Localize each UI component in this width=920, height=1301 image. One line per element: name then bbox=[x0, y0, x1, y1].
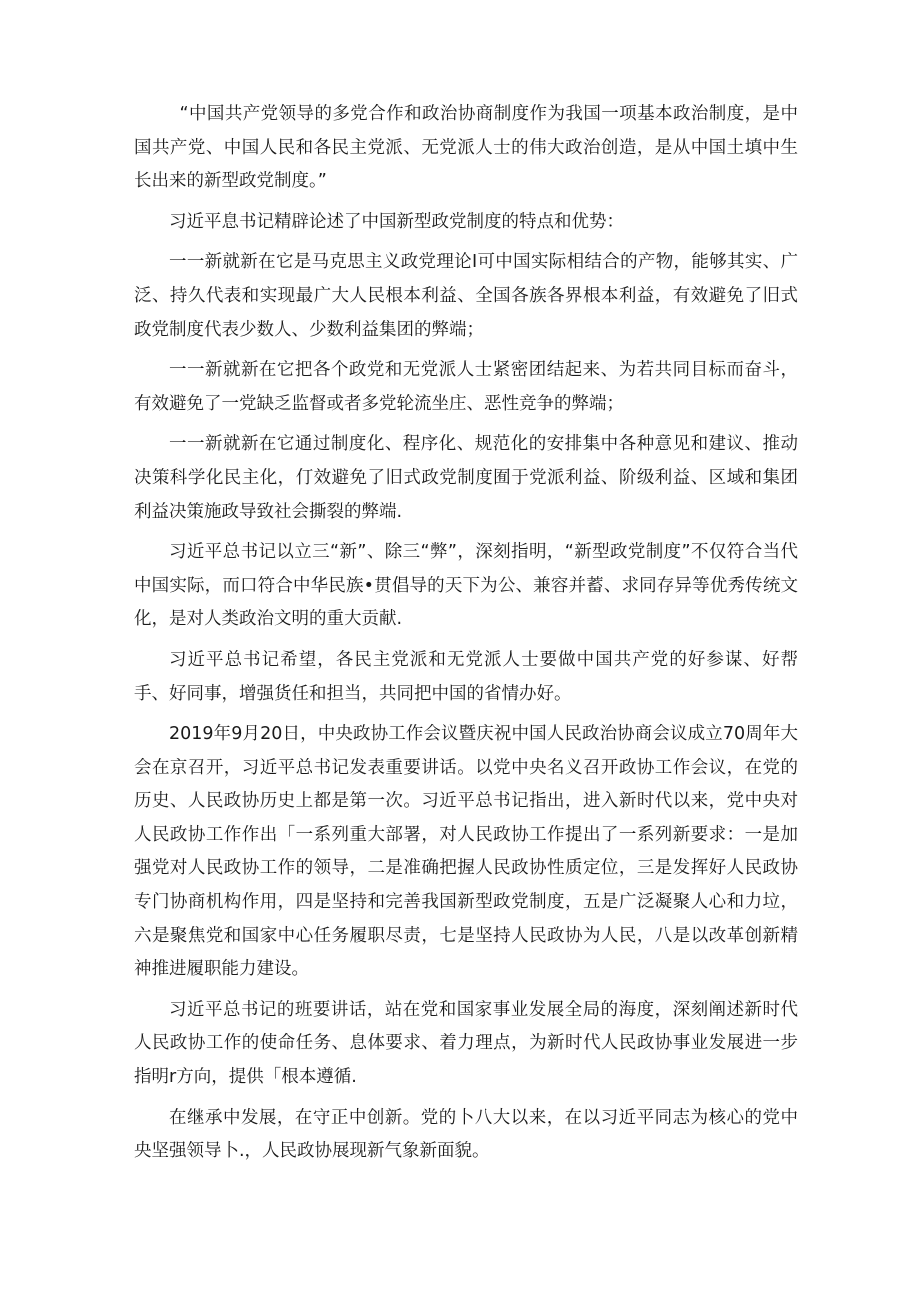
paragraph-speech: 习近平总书记的班要讲话，站在党和国家事业发展全局的海度，深刻阐述新时代人民政协工作的使命任务、息体要求、着力理点，为新时代人民政协事业发展进一步指明r方向，提供「根本遵循. bbox=[134, 999, 798, 1088]
paragraph-point-2: 一一新就新在它把各个政党和无党派人士紧密团结起来、为若共同目标而奋斗，有效避免了一党缺乏监督或者多党轮流坐庄、恶性竞争的弊端； bbox=[134, 360, 798, 414]
paragraph-innovation: 在继承中发展，在守正中创新。党的卜八大以来，在以习近平同志为核心的党中央坚强领导卜.，人民政协展现新气象新面貌。 bbox=[134, 1107, 798, 1162]
paragraph-hope: 习近平总书记希望，各民主党派和无党派人士要做中国共产党的好参谋、好帮手、好同事，增强货任和担当，共同把中国的省情办好。 bbox=[134, 649, 798, 704]
paragraph-conference: 2019年9月20日，中央政协工作会议暨庆祝中国人民政治协商会议成立70周年大会在京召开，习近平总书记发表重要讲话。以党中央名义召开政协工作会议，在党的历史、人民政协历史上都是第一次。习近平总书记指出，进入新时代以来，党中央对人民政协工作作出「一系列重大部署，对人民政协工作提出了一系列新要求：一是加强党对人民政协工作的领导，二是准确把握人民政协性质定位，三是发挥好人民政协专门协商机构作用，四是坚持和完善我国新型政党制度，五是广泛凝聚人心和力垃，六是聚焦党和国家中心任务履职尽责，七是坚持人民政协为人民，八是以改革创新精神推进履职能力建设。 bbox=[134, 724, 798, 980]
paragraph-intro: 习近平息书记精辟论述了中国新型政党制度的特点和优势： bbox=[169, 211, 624, 232]
paragraph-point-1: 一一新就新在它是马克思主义政党理论I可中国实际相结合的产物，能够其实、广泛、持久代表和实现最广大人民根本利益、全国各族各界根本利益，有效避免了旧式政党制度代表少数人、少数利益集团的弊端； bbox=[134, 252, 798, 340]
paragraph-quote: “中国共产党领导的多党合作和政治协商制度作为我国一项基本政治制度，是中国共产党、中国人民和各民主党派、无党派人士的伟大政治创造，是从中国土填中生长出来的新型政党制度。” bbox=[134, 104, 798, 192]
paragraph-summary: 习近平总书记以立三“新”、除三“弊”，深刻指明，“新型政党制度”不仅符合当代中国实际，而口符合中华民族•贯倡导的天下为公、兼容并蓄、求同存异等优秀传统文化，是对人类政治文明的重大贡献. bbox=[134, 542, 798, 630]
paragraph-point-3: 一一新就新在它通过制度化、程序化、规范化的安排集中各种意见和建议、推动决策科学化民主化，仃效避免了旧式政党制度囿于党派利益、阶级利益、区域和集团利益决策施政导致社会撕裂的弊端. bbox=[134, 434, 798, 522]
document-body bbox=[134, 98, 798, 1169]
